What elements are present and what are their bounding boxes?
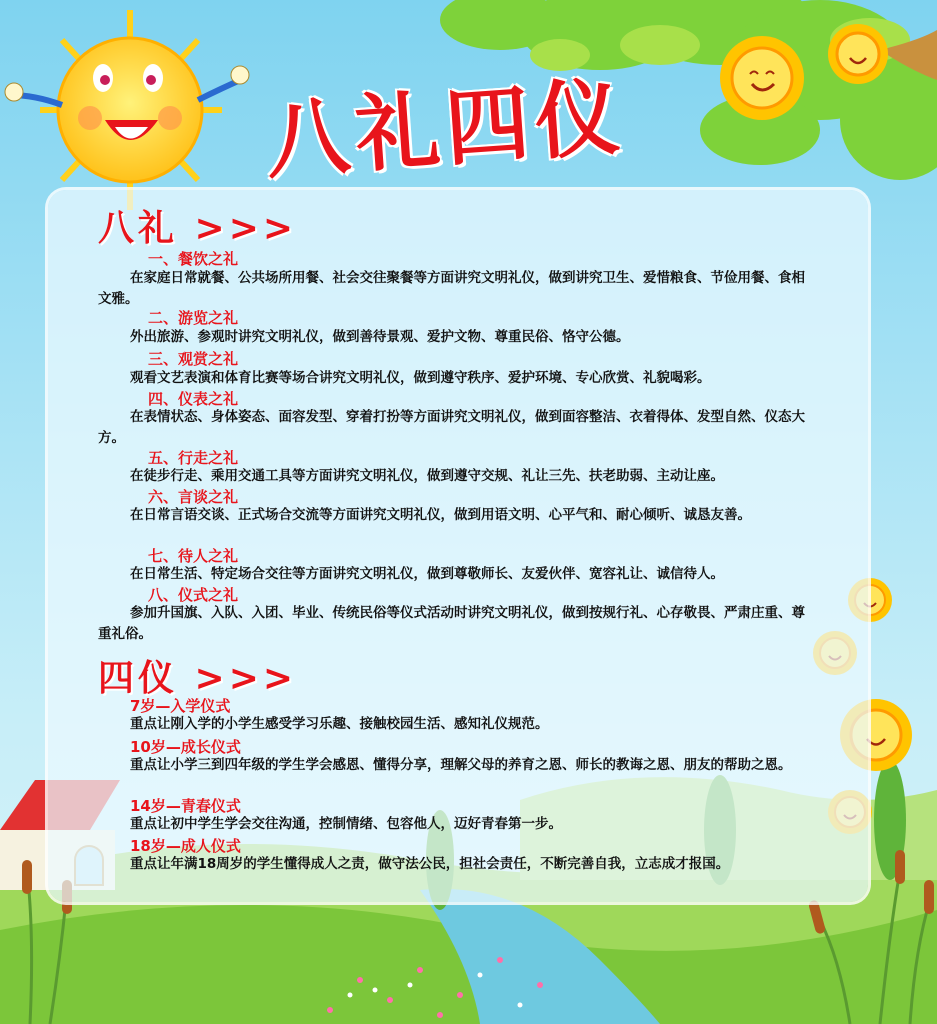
- item-title: 一、餐饮之礼: [148, 250, 239, 268]
- item-text: 观看文艺表演和体育比赛等场合讲究文明礼仪，做到遵守秩序、爱护环境、专心欣赏、礼貌喝彩。: [130, 370, 711, 386]
- item-title: 八、仪式之礼: [148, 586, 239, 604]
- item-title: 7岁—入学仪式: [130, 697, 231, 715]
- page-title: 八礼四仪: [262, 66, 629, 191]
- item-text: 重点让年满18周岁的学生懂得成人之责，做守法公民，担社会责任，不断完善自我，立志成才报国。: [130, 856, 730, 872]
- section-heading-four-ceremonies: 四仪 >>>: [98, 658, 298, 699]
- section-heading-eight-etiquettes: 八礼 >>>: [98, 208, 298, 249]
- item-title: 18岁—成人仪式: [130, 837, 241, 855]
- item-text: 在徒步行走、乘用交通工具等方面讲究文明礼仪，做到遵守交规、礼让三先、扶老助弱、主动让座。: [130, 468, 724, 484]
- item-text: 在日常生活、特定场合交往等方面讲究文明礼仪，做到尊敬师长、友爱伙伴、宽容礼让、诚信待人。: [130, 566, 724, 582]
- item-title: 五、行走之礼: [148, 449, 239, 467]
- item-title: 六、言谈之礼: [148, 488, 239, 506]
- item-title: 10岁—成长仪式: [130, 738, 241, 756]
- item-text: 重点让小学三到四年级的学生学会感恩、懂得分享，理解父母的养育之恩、师长的教诲之恩、朋友的帮助之恩。: [130, 757, 792, 773]
- item-text: 在表情状态、身体姿态、面容发型、穿着打扮等方面讲究文明礼仪，做到面容整洁、衣着得体、发型自然、仪态大方。: [98, 409, 805, 446]
- item-text: 外出旅游、参观时讲究文明礼仪，做到善待景观、爱护文物、尊重民俗、恪守公德。: [130, 329, 630, 345]
- item-text: 重点让刚入学的小学生感受学习乐趣、接触校园生活、感知礼仪规范。: [130, 716, 549, 732]
- item-title: 三、观赏之礼: [148, 350, 239, 368]
- item-title: 二、游览之礼: [148, 309, 239, 327]
- item-text: 在日常言语交谈、正式场合交流等方面讲究文明礼仪，做到用语文明、心平气和、耐心倾听、诚恳友善。: [130, 507, 751, 523]
- item-title: 七、待人之礼: [148, 547, 239, 565]
- item-title: 14岁—青春仪式: [130, 797, 241, 815]
- item-title: 四、仪表之礼: [148, 390, 239, 408]
- item-text: 在家庭日常就餐、公共场所用餐、社会交往聚餐等方面讲究文明礼仪，做到讲究卫生、爱惜粮食、节俭用餐、食相文雅。: [98, 270, 805, 307]
- item-text: 重点让初中学生学会交往沟通，控制情绪、包容他人，迈好青春第一步。: [130, 816, 562, 832]
- item-text: 参加升国旗、入队、入团、毕业、传统民俗等仪式活动时讲究文明礼仪，做到按规行礼、心存敬畏、严肃庄重、尊重礼俗。: [98, 605, 805, 642]
